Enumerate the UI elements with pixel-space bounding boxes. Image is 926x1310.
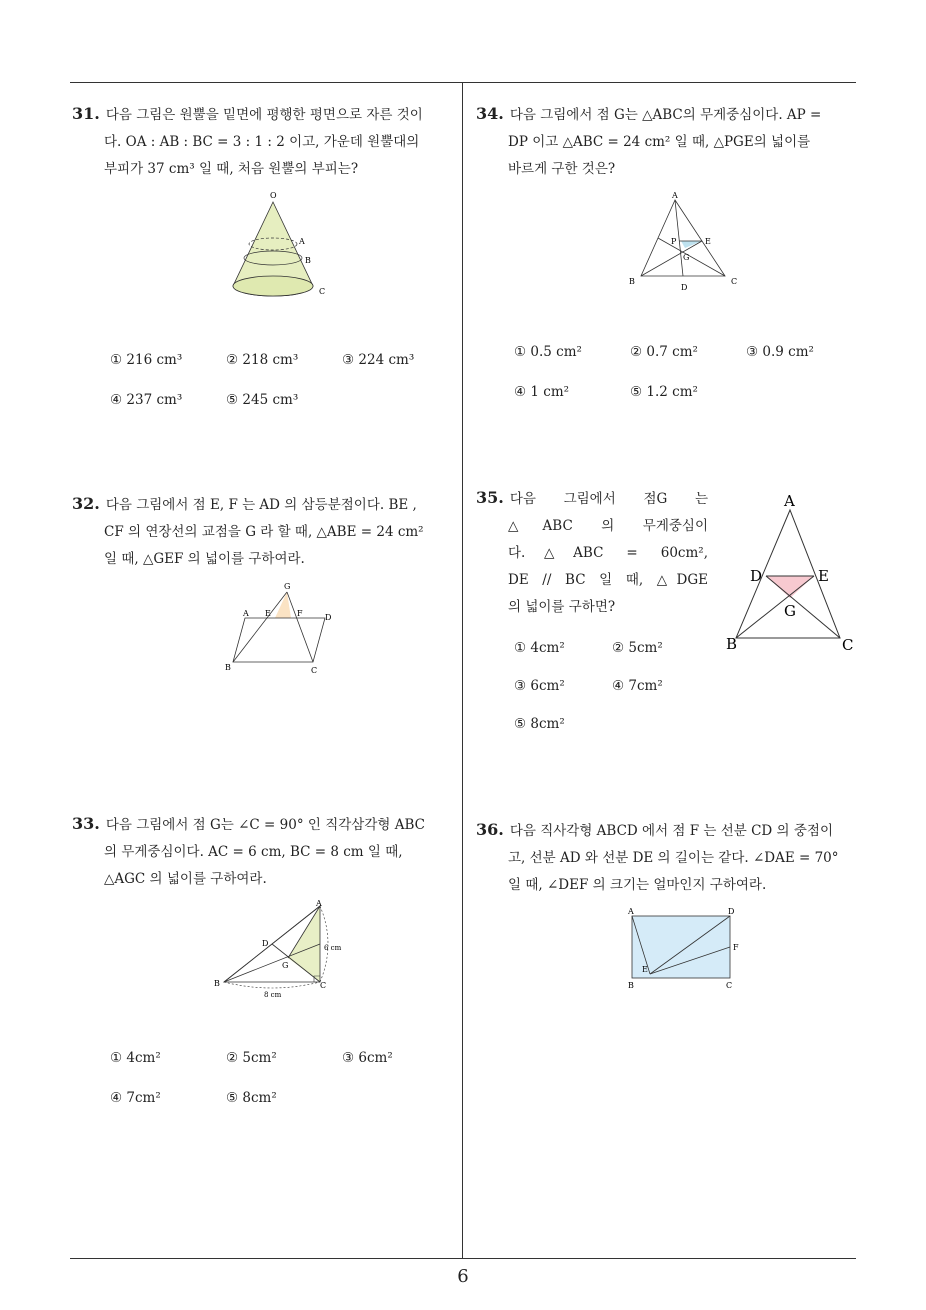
label-g: G: [683, 253, 690, 262]
label-ac-length: 6 cm: [324, 944, 342, 952]
choice-2[interactable]: ② 0.7 cm²: [630, 344, 698, 360]
question-number: 35.: [476, 488, 504, 507]
cone-figure: [225, 188, 335, 308]
triangle-centroid-figure: [625, 188, 745, 293]
question-text-line: 다음 그림에서 점 G는 ∠C = 90° 인 직각삼각형 ABC: [105, 817, 425, 833]
label-a: A: [316, 899, 322, 908]
label-c: C: [842, 636, 854, 654]
choice-3[interactable]: ③ 224 cm³: [342, 352, 415, 368]
label-c: C: [320, 981, 327, 990]
choice-4[interactable]: ④ 237 cm³: [110, 392, 183, 408]
choice-2[interactable]: ② 5cm²: [226, 1050, 277, 1066]
choice-1[interactable]: ① 216 cm³: [110, 352, 183, 368]
question-text-line: 다음 그림에서 점 G는 △ABC의 무게중심이다. AP =: [509, 107, 822, 123]
choice-3[interactable]: ③ 6cm²: [342, 1050, 393, 1066]
bottom-rule: [70, 1258, 856, 1259]
label-e: E: [705, 237, 711, 246]
question-number: 34.: [476, 104, 504, 123]
question-32: [72, 490, 458, 573]
label-c: C: [731, 277, 738, 286]
question-text-line: 일 때, ∠DEF 의 크기는 얼마인지 구하여라.: [508, 877, 767, 893]
question-text-line: △ABC 의 무게중심이: [508, 518, 708, 534]
parallelogram-figure: [225, 578, 340, 678]
label-b: B: [225, 663, 231, 672]
label-o: O: [270, 191, 277, 200]
right-triangle-figure: [210, 898, 360, 1003]
question-text-line: DP 이고 △ABC = 24 cm² 일 때, △PGE의 넓이를: [508, 134, 811, 150]
question-text-line: 일 때, △GEF 의 넓이를 구하여라.: [104, 551, 305, 567]
label-g: G: [284, 582, 291, 591]
top-rule: [70, 82, 856, 83]
question-text-line: 다. OA : AB : BC = 3 : 1 : 2 이고, 가운데 원뿔대의: [104, 134, 420, 150]
choice-3[interactable]: ③ 0.9 cm²: [746, 344, 814, 360]
label-d: D: [728, 907, 735, 916]
label-a: A: [299, 237, 305, 246]
question-text-line: 고, 선분 AD 와 선분 DE 의 길이는 같다. ∠DAE = 70°: [508, 850, 839, 866]
label-g: G: [282, 961, 289, 970]
label-f: F: [733, 943, 739, 952]
question-text-line: 다음 그림에서 점G 는: [509, 491, 708, 507]
question-text-line: △AGC 의 넓이를 구하여라.: [104, 871, 267, 887]
label-b: B: [629, 277, 635, 286]
choice-1[interactable]: ① 4cm²: [514, 640, 565, 656]
label-e: E: [642, 965, 648, 974]
label-e: E: [265, 609, 271, 618]
question-33: [72, 810, 458, 893]
column-divider: [462, 82, 463, 1258]
label-b: B: [628, 981, 634, 990]
choice-4[interactable]: ④ 7cm²: [110, 1090, 161, 1106]
question-text-line: 다음 직사각형 ABCD 에서 점 F 는 선분 CD 의 중점이: [509, 823, 834, 839]
choice-1[interactable]: ① 4cm²: [110, 1050, 161, 1066]
question-text-line: DE // BC 일 때, △DGE: [508, 572, 708, 588]
choice-4[interactable]: ④ 1 cm²: [514, 384, 570, 400]
choice-2[interactable]: ② 218 cm³: [226, 352, 299, 368]
choice-5[interactable]: ⑤ 8cm²: [514, 716, 565, 732]
label-b: B: [726, 635, 738, 653]
rectangle-figure: [622, 902, 746, 994]
question-text-line: CF 의 연장선의 교점을 G 라 할 때, △ABE = 24 cm²: [104, 524, 424, 540]
label-bc-length: 8 cm: [264, 991, 282, 999]
question-text-line: 부피가 37 cm³ 일 때, 처음 원뿔의 부피는?: [104, 161, 359, 177]
question-text-line: 다음 그림에서 점 E, F 는 AD 의 삼등분점이다. BE ,: [105, 497, 417, 513]
label-p: P: [671, 237, 677, 246]
label-a: A: [784, 492, 795, 510]
label-b: B: [305, 256, 311, 265]
label-g: G: [784, 602, 796, 620]
label-e: E: [818, 567, 829, 585]
choice-5[interactable]: ⑤ 8cm²: [226, 1090, 277, 1106]
question-text-line: 바르게 구한 것은?: [508, 161, 616, 177]
label-a: A: [243, 609, 249, 618]
question-35: [476, 484, 708, 621]
question-text-line: 의 무게중심이다. AC = 6 cm, BC = 8 cm 일 때,: [104, 844, 403, 860]
question-number: 36.: [476, 820, 504, 839]
label-d: D: [681, 283, 688, 292]
question-36: [476, 816, 860, 899]
triangle-dge-figure: [722, 488, 858, 658]
question-31: [72, 100, 458, 183]
label-b: B: [214, 979, 220, 988]
question-number: 31.: [72, 104, 100, 123]
label-f: F: [297, 609, 303, 618]
question-text-line: 의 넓이를 구하면?: [508, 599, 616, 615]
label-c: C: [311, 666, 318, 675]
label-d: D: [325, 613, 332, 622]
question-text-line: 다음 그림은 원뿔을 밑면에 평행한 평면으로 자른 것이: [105, 107, 423, 123]
label-d: D: [262, 939, 269, 948]
question-text-line: 다.△ABC = 60cm²,: [508, 545, 708, 561]
choice-1[interactable]: ① 0.5 cm²: [514, 344, 582, 360]
question-34: [476, 100, 860, 183]
page-number: 6: [457, 1266, 469, 1287]
choice-4[interactable]: ④ 7cm²: [612, 678, 663, 694]
choice-3[interactable]: ③ 6cm²: [514, 678, 565, 694]
label-d: D: [750, 567, 763, 585]
label-a: A: [628, 907, 634, 916]
question-number: 32.: [72, 494, 100, 513]
label-c: C: [726, 981, 733, 990]
choice-5[interactable]: ⑤ 1.2 cm²: [630, 384, 698, 400]
label-c: C: [319, 287, 326, 296]
choice-5[interactable]: ⑤ 245 cm³: [226, 392, 299, 408]
question-number: 33.: [72, 814, 100, 833]
choice-2[interactable]: ② 5cm²: [612, 640, 663, 656]
label-a: A: [672, 191, 678, 200]
